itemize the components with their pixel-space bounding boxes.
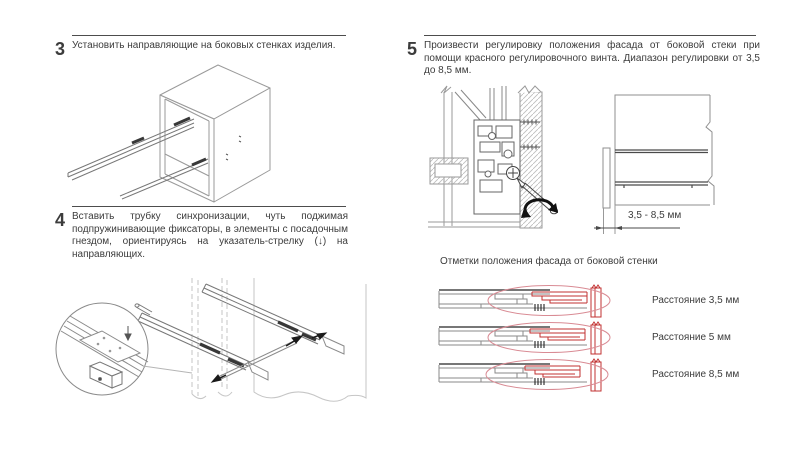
- position-row-drawing-3-5: [437, 284, 647, 322]
- distance-label-8-5: Расстояние 8,5 мм: [652, 369, 740, 380]
- dimension-extension-lines: [604, 205, 616, 234]
- wall-break-zigzag: [518, 86, 541, 93]
- facade-adjustment-section-drawing: [428, 84, 580, 236]
- cabinet-panels-background: [192, 278, 366, 401]
- distance-label-3-5: Расстояние 3,5 мм: [652, 295, 740, 306]
- cabinet-with-rails-drawing: [48, 56, 372, 204]
- step-3-divider: [72, 35, 346, 36]
- cabinet-box: [160, 65, 270, 202]
- step-5-text: Произвести регулировку положения фасада от боковой стеки при помощи красного регулировочного винта. Диапазон регулировки от 3,5 до 8,5 мм.: [424, 40, 760, 77]
- position-row-drawing-8-5: [437, 358, 647, 396]
- marks-section-title: Отметки положения фасада от боковой стенки: [440, 256, 658, 267]
- step-5-number: 5: [407, 39, 418, 59]
- distance-label-5: Расстояние 5 мм: [652, 332, 731, 343]
- rear-slide-bracket: [322, 336, 344, 354]
- step-4-number: 4: [55, 210, 66, 230]
- step-4-text: Вставить трубку синхронизации, чуть поджимая подпружинивающие фиксаторы, в элементы с посадочным гнездом, ориентируясь на указатель-стрелку (↓) на направляющих.: [72, 211, 348, 260]
- step-4-divider: [72, 206, 346, 207]
- adjustment-range-label: 3,5 - 8,5 мм: [628, 210, 682, 221]
- bottom-panel-lines: [428, 222, 520, 227]
- facade-panel-edge: [441, 86, 452, 226]
- adjustment-screw-icon: [507, 167, 520, 180]
- bottom-panel-profile: [435, 164, 461, 177]
- step-5-divider: [424, 35, 756, 36]
- detail-leader-line: [143, 366, 192, 373]
- drawer-front-lines: [455, 86, 506, 120]
- step-3-text: Установить направляющие на боковых стенках изделия.: [72, 40, 336, 51]
- side-wall-hatch: [520, 92, 542, 228]
- position-row-drawing-5: [437, 321, 647, 359]
- step-3-number: 3: [55, 39, 66, 59]
- sync-tube-installation-drawing: [40, 276, 380, 430]
- facade-panel: [603, 148, 610, 208]
- dimension-line: [594, 226, 680, 230]
- facade-section-red: [591, 359, 601, 391]
- rail-section-lines: [615, 150, 708, 188]
